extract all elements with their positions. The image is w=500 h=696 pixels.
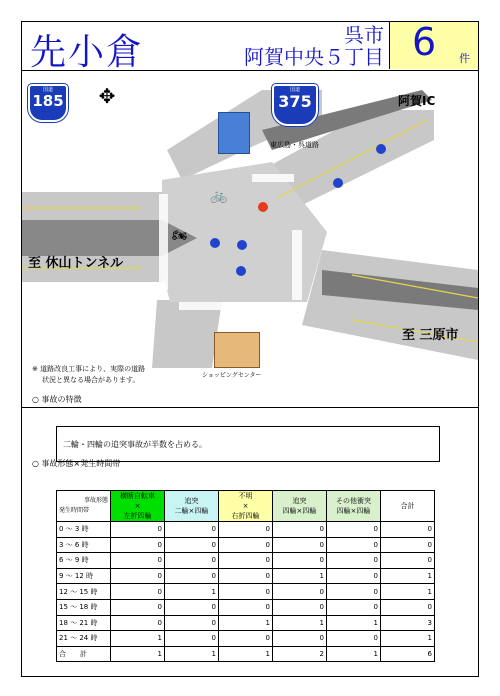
row-label: 12 ～ 15 時 <box>57 584 111 600</box>
accident-table <box>56 490 435 662</box>
page-header <box>22 22 478 71</box>
col-header-line3: 四輪×四輪 <box>336 507 371 515</box>
table-cell: 0 <box>273 599 327 615</box>
accident-marker <box>236 266 246 276</box>
table-cell: 1 <box>111 646 165 662</box>
table-cell: 0 <box>219 631 273 647</box>
table-cell: 1 <box>327 646 381 662</box>
table-heading: ○ 事故形態×発生時間帯 <box>32 459 121 468</box>
col-header-line3: 二輪×四輪 <box>174 507 209 515</box>
table-cell: 1 <box>381 568 435 584</box>
route-185-tag: 国道 <box>42 87 53 93</box>
map-note <box>32 364 145 386</box>
accident-marker <box>210 238 220 248</box>
intersection-map <box>22 70 478 408</box>
route-185-number: 185 <box>32 92 64 110</box>
col-header-line3: 右折四輪 <box>231 512 260 520</box>
table-cell: 0 <box>111 553 165 569</box>
row-label: 9 ～ 12 時 <box>57 568 111 584</box>
shopping-center-icon <box>214 332 260 368</box>
table-cell: 0 <box>219 568 273 584</box>
col-header-line1: 追突 <box>292 497 307 505</box>
row-label: 15 ～ 18 時 <box>57 599 111 615</box>
table-body <box>57 522 435 662</box>
col-header-line1: 不明 <box>238 492 253 500</box>
table-cell: 1 <box>381 631 435 647</box>
table-cell: 6 <box>381 646 435 662</box>
table-cell: 0 <box>111 584 165 600</box>
location-label <box>244 24 384 68</box>
accident-marker <box>333 178 343 188</box>
table-cell: 0 <box>273 553 327 569</box>
table-cell: 0 <box>165 522 219 538</box>
report-page <box>21 21 479 677</box>
table-cell: 0 <box>219 553 273 569</box>
route-375-shield <box>272 84 318 126</box>
row-label: 6 ～ 9 時 <box>57 553 111 569</box>
table-cell: 0 <box>165 631 219 647</box>
table-cell: 3 <box>381 615 435 631</box>
col-header-line1: その他衝突 <box>336 497 371 505</box>
table-cell: 1 <box>273 615 327 631</box>
table-cell: 0 <box>327 537 381 553</box>
col-header-line3: 左折四輪 <box>123 512 152 520</box>
accident-count: 6 <box>412 20 437 64</box>
city-name: 呉市 <box>344 23 384 47</box>
col-header <box>273 491 327 522</box>
corner-bottom: 発生時間帯 <box>59 507 90 514</box>
aga-ic-label: 阿賀IC <box>398 94 436 108</box>
table-cell: 0 <box>327 522 381 538</box>
table-cell: 0 <box>111 599 165 615</box>
compass-icon: ✥ <box>98 84 116 108</box>
table-row <box>57 631 435 647</box>
table-cell: 1 <box>381 584 435 600</box>
table-row <box>57 553 435 569</box>
table-cell: 0 <box>273 522 327 538</box>
table-row <box>57 599 435 615</box>
table-cell: 0 <box>219 599 273 615</box>
table-row <box>57 522 435 538</box>
col-header <box>219 491 273 522</box>
table-cell: 1 <box>165 646 219 662</box>
table-cell: 0 <box>219 584 273 600</box>
motorcycle-icon: 🏍 <box>172 228 188 242</box>
row-label: 0 ～ 3 時 <box>57 522 111 538</box>
accident-count-unit: 件 <box>459 52 470 65</box>
table-cell: 1 <box>273 568 327 584</box>
table-row <box>57 646 435 662</box>
table-cell: 0 <box>327 631 381 647</box>
table-cell: 1 <box>219 646 273 662</box>
table-cell: 0 <box>327 553 381 569</box>
table-corner-cell <box>57 491 111 522</box>
col-header-line1: 横断自転車 <box>120 492 155 500</box>
direction-west-label: 至 休山トンネル <box>28 256 124 271</box>
col-header <box>111 491 165 522</box>
table-cell: 0 <box>165 599 219 615</box>
table-cell: 0 <box>165 568 219 584</box>
building-icon <box>218 112 250 154</box>
table-cell: 1 <box>327 615 381 631</box>
direction-east-label: 至 三原市 <box>402 328 459 343</box>
district-name: 阿賀中央５丁目 <box>244 45 384 69</box>
map-note-line2: 状況と異なる場合があります。 <box>42 376 140 384</box>
table-cell: 1 <box>111 631 165 647</box>
col-header <box>327 491 381 522</box>
features-text: 二輪・四輪の追突事故が半数を占める。 <box>63 440 207 449</box>
table-cell: 0 <box>111 537 165 553</box>
features-heading: ○ 事故の特徴 <box>32 395 82 404</box>
accident-marker-red <box>258 202 268 212</box>
route-375-number: 375 <box>278 92 312 111</box>
table-cell: 0 <box>165 537 219 553</box>
col-header-line2: × <box>134 502 141 510</box>
table-cell: 0 <box>165 553 219 569</box>
col-header <box>165 491 219 522</box>
col-header-line2: × <box>242 502 249 510</box>
accident-marker <box>237 240 247 250</box>
accident-count-box <box>389 22 478 69</box>
table-cell: 0 <box>381 553 435 569</box>
table-cell: 1 <box>219 615 273 631</box>
route-375-tag: 国道 <box>289 87 300 93</box>
row-label: 21 ～ 24 時 <box>57 631 111 647</box>
table-cell: 0 <box>381 522 435 538</box>
table-cell: 0 <box>219 522 273 538</box>
table-cell: 2 <box>273 646 327 662</box>
route-375-caption: 東広島・呉道路 <box>270 141 319 149</box>
table-cell: 0 <box>381 599 435 615</box>
accident-marker <box>376 144 386 154</box>
table-cell: 0 <box>111 615 165 631</box>
table-cell: 0 <box>111 568 165 584</box>
row-label: 3 ～ 6 時 <box>57 537 111 553</box>
bicycle-icon: 🚲 <box>210 188 228 204</box>
route-185-shield <box>28 84 68 122</box>
table-row <box>57 568 435 584</box>
row-label: 合 計 <box>57 646 111 662</box>
table-cell: 0 <box>165 615 219 631</box>
page-title: 先小倉 <box>30 32 145 73</box>
features-box <box>56 426 440 462</box>
table-cell: 0 <box>111 522 165 538</box>
table-cell: 0 <box>327 584 381 600</box>
table-cell: 1 <box>165 584 219 600</box>
map-note-line1: ※ 道路改良工事により、実際の道路 <box>32 365 146 373</box>
row-label: 18 ～ 21 時 <box>57 615 111 631</box>
table-row <box>57 584 435 600</box>
col-header-total: 合計 <box>381 491 435 522</box>
table-cell: 0 <box>273 631 327 647</box>
table-cell: 0 <box>273 584 327 600</box>
table-row <box>57 615 435 631</box>
table-cell: 0 <box>327 599 381 615</box>
table-cell: 0 <box>327 568 381 584</box>
table-row <box>57 537 435 553</box>
corner-top: 事故形態 <box>83 497 108 504</box>
shopping-center-label: ショッピングセンター <box>202 372 262 379</box>
table-cell: 0 <box>381 537 435 553</box>
col-header-line1: 追突 <box>184 497 199 505</box>
col-header-line3: 四輪×四輪 <box>282 507 317 515</box>
table-cell: 0 <box>273 537 327 553</box>
table-cell: 0 <box>219 537 273 553</box>
